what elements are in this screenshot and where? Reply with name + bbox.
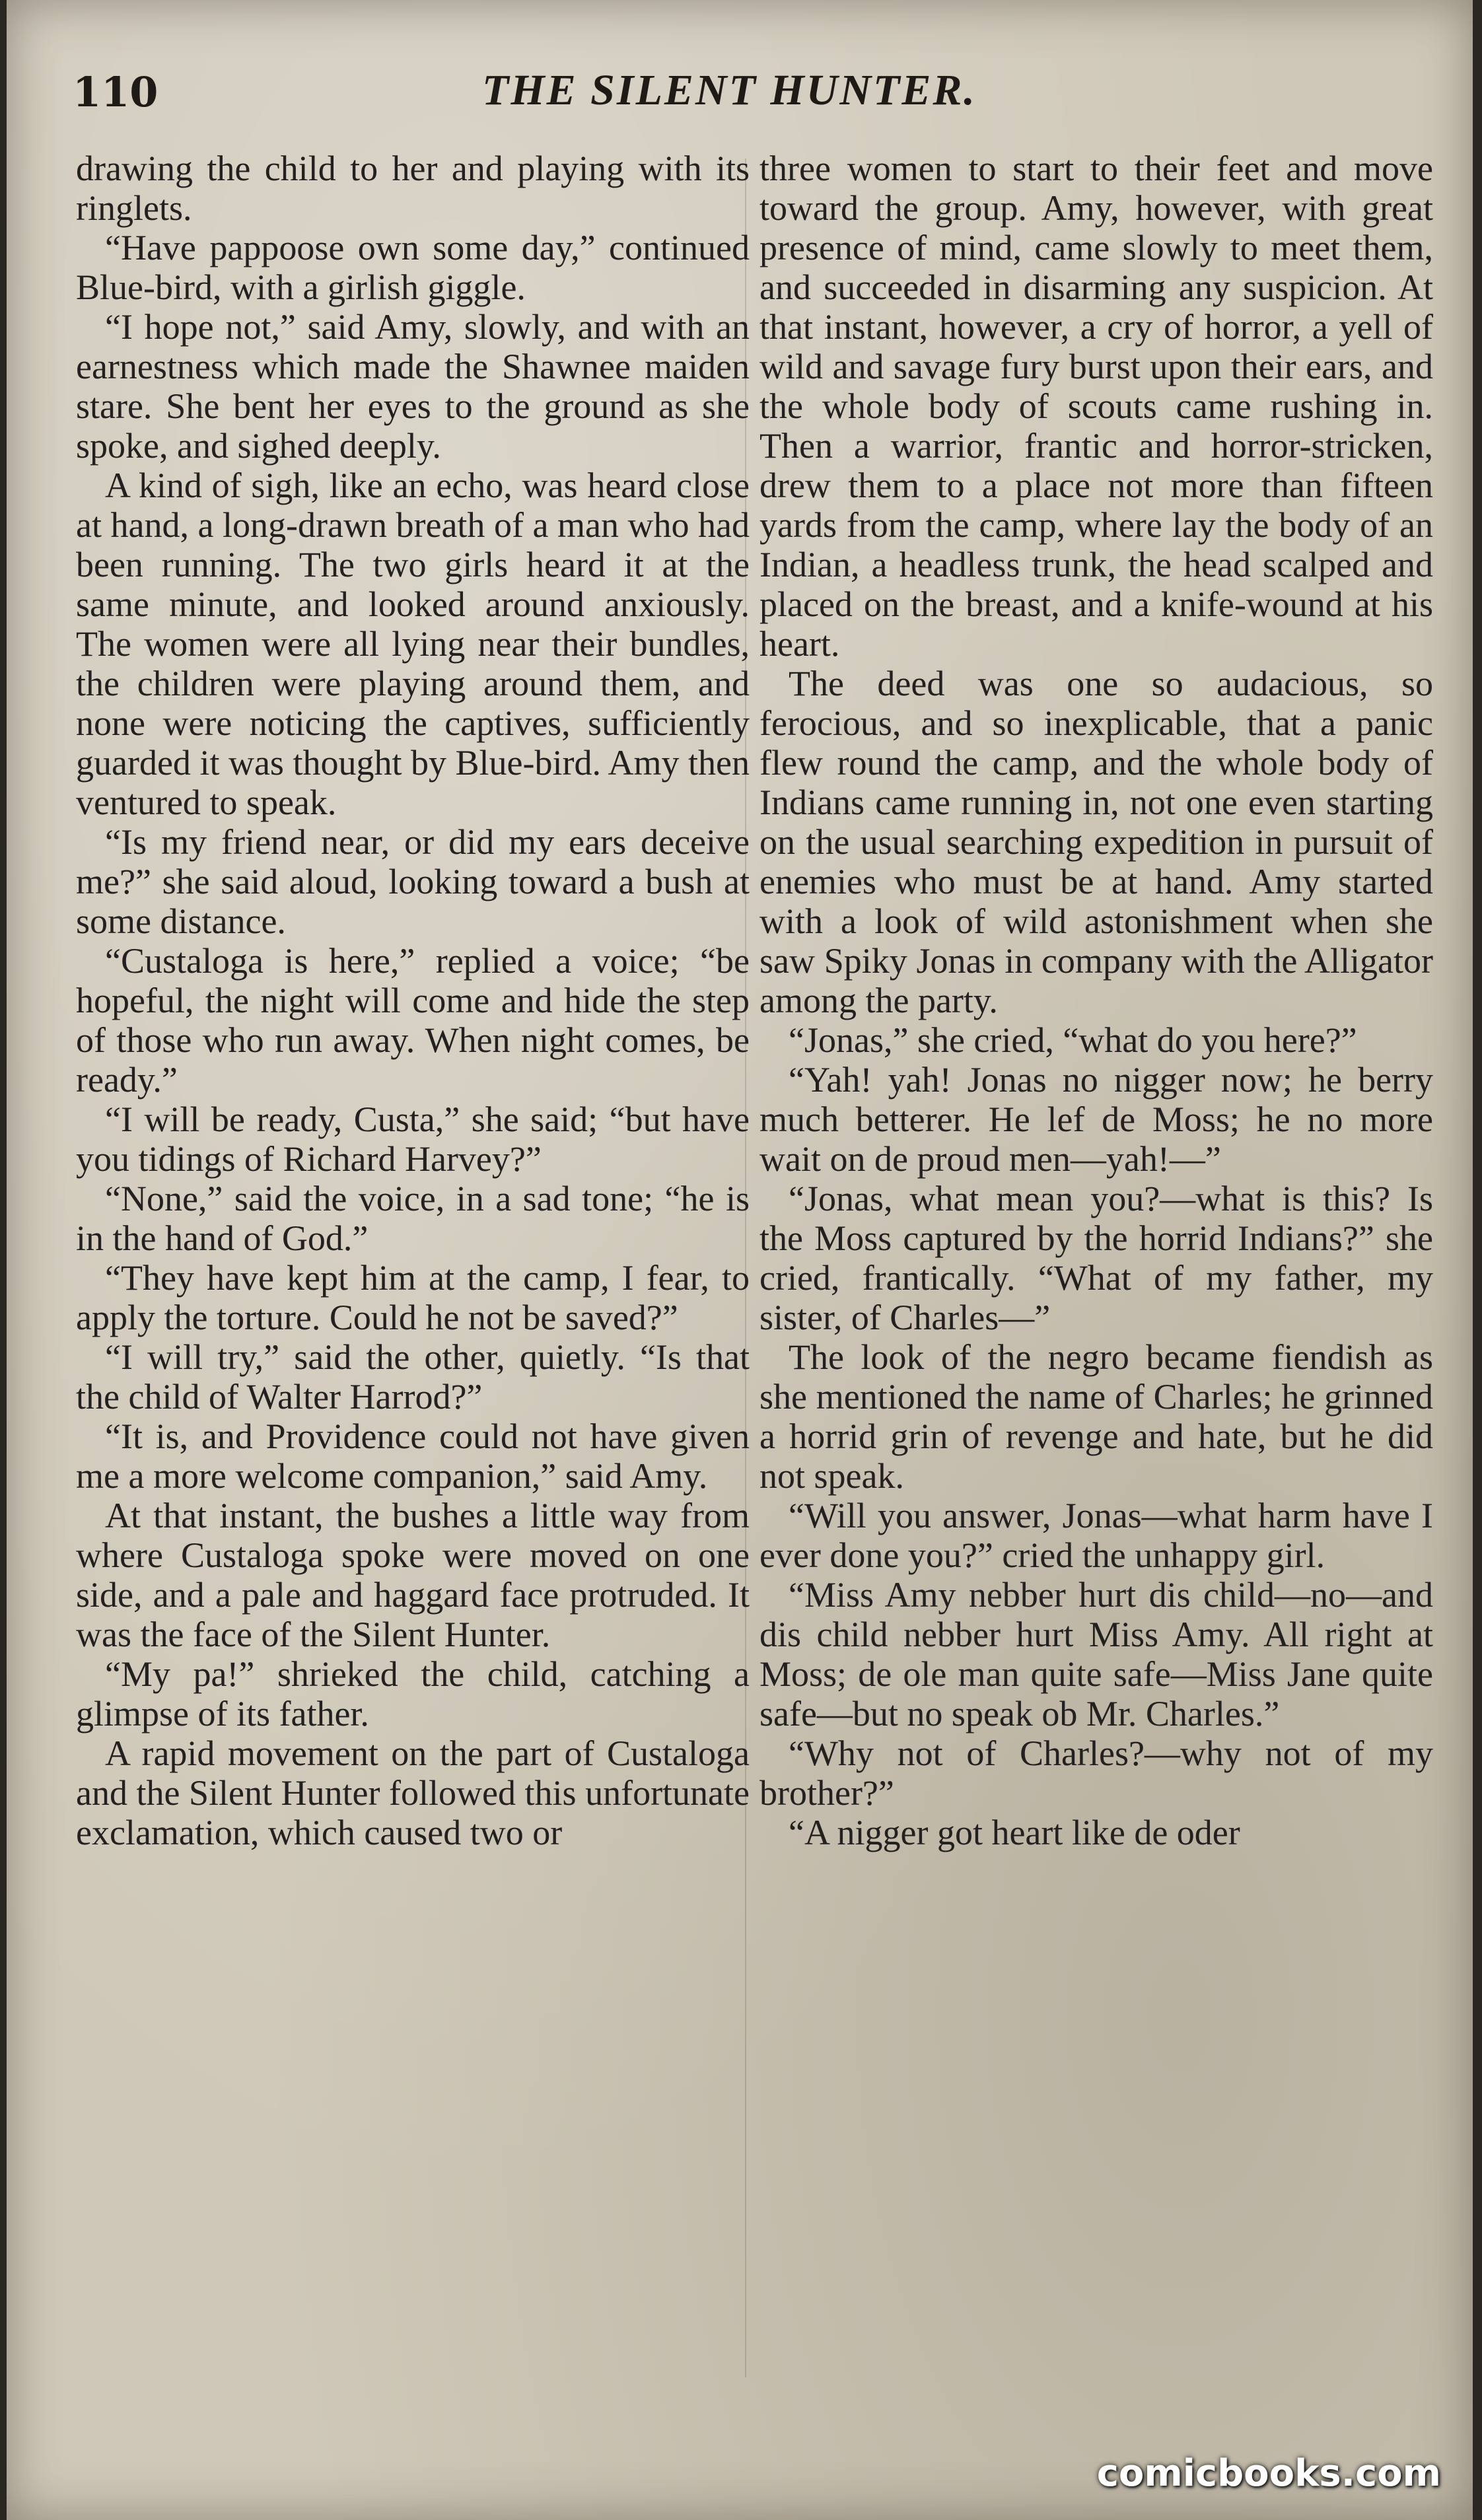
paragraph: “I hope not,” said Amy, slowly, and with an earnestness which made the Shawnee maiden stare. She bent her eyes to the ground as she spoke, and sighed deeply. xyxy=(76,307,750,466)
paragraph: A kind of sigh, like an echo, was heard close at hand, a long-drawn breath of a man who had been running. The two girls heard it at the same minute, and looked around anxiously. The women were all lying near their bundles, the children were playing around them, and none were noticing the captives, sufficiently guarded it was thought by Blue-bird. Amy then ventured to speak. xyxy=(76,466,750,822)
paragraph: “Jonas,” she cried, “what do you here?” xyxy=(789,1020,1357,1060)
paragraph: “Have pappoose own some day,” continued Blue-bird, with a girlish giggle. xyxy=(76,228,750,307)
page-number: 110 xyxy=(73,68,159,116)
paragraph: At that instant, the bushes a little way from where Custaloga spoke were moved on one side, and a pale and haggard face protruded. It was the face of the Silent Hunter. xyxy=(76,1496,750,1654)
paragraph: “Why not of Charles?—why not of my brother?” xyxy=(759,1733,1433,1813)
running-title: THE SILENT HUNTER. xyxy=(482,66,977,114)
page-header xyxy=(46,63,1433,135)
paragraph: drawing the child to her and playing with its ringlets. xyxy=(76,149,750,228)
paragraph: three women to start to their feet and move toward the group. Amy, however, with great presence of mind, came slowly to meet them, and succeeded in disarming any suspicion. At that instant, however, a cry of horror, a yell of wild and savage fury burst upon their ears, and the whole body of scouts came rushing in. Then a warrior, frantic and horror-stricken, drew them to a place not more than fifteen yards from the camp, where lay the body of an Indian, a headless trunk, the head scalped and placed on the breast, and a knife-wound at his heart. xyxy=(759,149,1433,664)
left-text-column xyxy=(76,149,750,1852)
paragraph: “My pa!” shrieked the child, catching a glimpse of its father. xyxy=(76,1654,750,1733)
paragraph: A rapid movement on the part of Custaloga and the Silent Hunter followed this unfortunate exclamation, which caused two or xyxy=(76,1733,750,1852)
right-text-column xyxy=(759,149,1433,1852)
paragraph: “Custaloga is here,” replied a voice; “be hopeful, the night will come and hide the step of those who run away. When night comes, be ready.” xyxy=(76,941,750,1100)
paragraph: The deed was one so audacious, so ferocious, and so inexplicable, that a panic flew round the camp, and the whole body of Indians came running in, not one even starting on the usual searching expedition in pursuit of enemies who must be at hand. Amy started with a look of wild astonishment when she saw Spiky Jonas in company with the Alligator among the party. xyxy=(759,664,1433,1020)
book-page xyxy=(7,0,1473,2520)
paragraph: “A nigger got heart like de oder xyxy=(789,1813,1240,1852)
paragraph: The look of the negro became fiendish as she mentioned the name of Charles; he grinned a horrid grin of revenge and hate, but he did not speak. xyxy=(759,1337,1433,1496)
paragraph: “Will you answer, Jonas—what harm have I ever done you?” cried the unhappy girl. xyxy=(759,1496,1433,1575)
paragraph: “They have kept him at the camp, I fear, to apply the torture. Could he not be saved?” xyxy=(76,1258,750,1337)
paragraph: “Miss Amy nebber hurt dis child—no—and dis child nebber hurt Miss Amy. All right at Moss; de ole man quite safe—Miss Jane quite safe—but no speak ob Mr. Charles.” xyxy=(759,1575,1433,1733)
watermark: comicbooks.com xyxy=(1096,2452,1441,2495)
paragraph: “It is, and Providence could not have given me a more welcome companion,” said Amy. xyxy=(76,1417,750,1496)
paragraph: “Jonas, what mean you?—what is this? Is the Moss captured by the horrid Indians?” she cried, frantically. “What of my father, my sister, of Charles—” xyxy=(759,1179,1433,1337)
paragraph: “Yah! yah! Jonas no nigger now; he berry much betterer. He lef de Moss; he no more wait on de proud men—yah!—” xyxy=(759,1060,1433,1179)
paragraph: “I will be ready, Custa,” she said; “but have you tidings of Richard Harvey?” xyxy=(76,1100,750,1179)
paragraph: “None,” said the voice, in a sad tone; “he is in the hand of God.” xyxy=(76,1179,750,1258)
paragraph: “I will try,” said the other, quietly. “Is that the child of Walter Harrod?” xyxy=(76,1337,750,1417)
paragraph: “Is my friend near, or did my ears deceive me?” she said aloud, looking toward a bush at some distance. xyxy=(76,822,750,941)
